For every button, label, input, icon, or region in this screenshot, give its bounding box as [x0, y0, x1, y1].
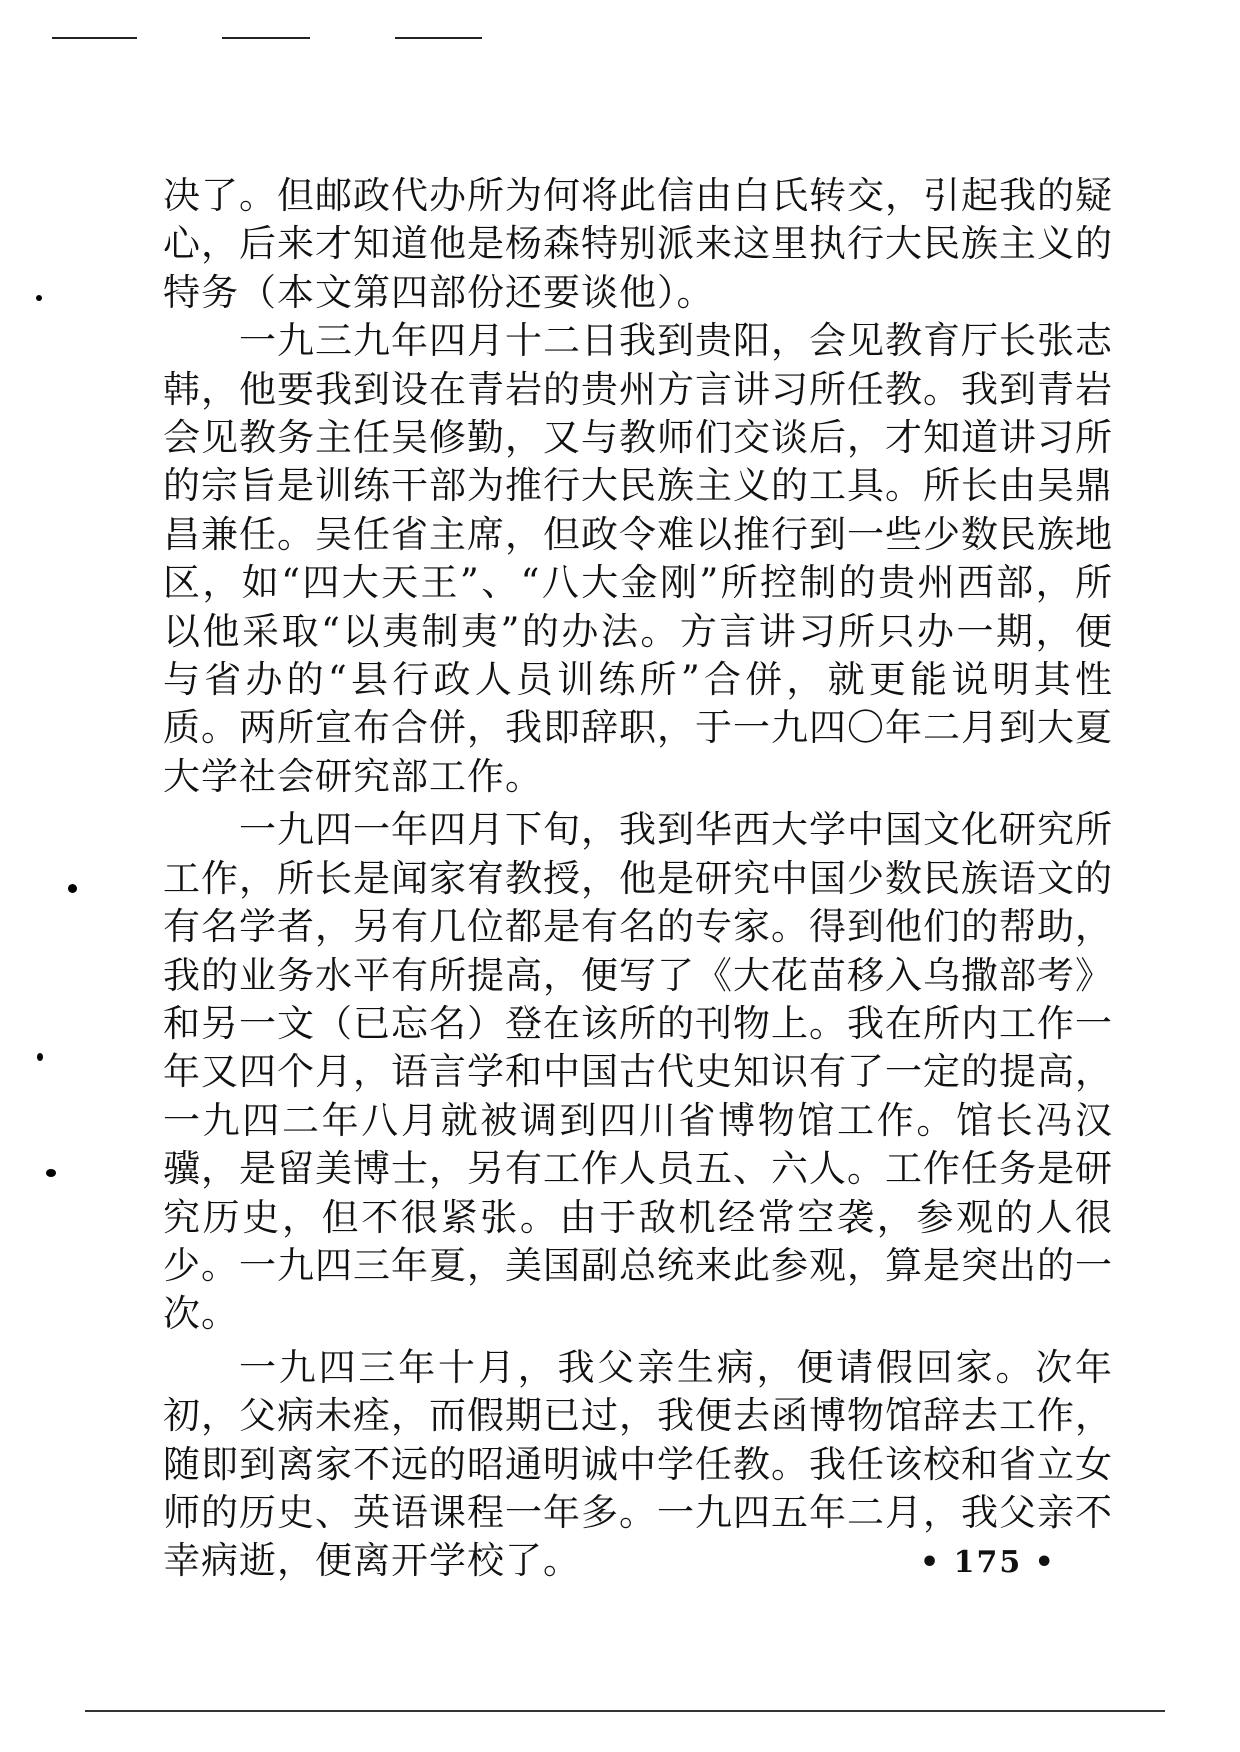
margin-speck [68, 884, 77, 893]
paragraph: 决了。但邮政代办所为何将此信由白氏转交，引起我的疑心，后来才知道他是杨森特别派来这里执行大民族主义的特务（本文第四部份还要谈他）。 [163, 174, 1113, 314]
paragraph: 一九四一年四月下旬，我到华西大学中国文化研究所工作，所长是闻家宥教授，他是研究中国少数民族语文的有名学者，另有几位都是有名的专家。得到他们的帮助，我的业务水平有所提高，便写了《大花苗移入乌撒部考》和另一文（已忘名）登在该所的刊物上。我在所内工作一年又四个月，语言学和中国古代史知识有了一定的提高，一九四二年八月就被调到四川省博物馆工作。馆长冯汉骥，是留美博士，另有工作人员五、六人。工作任务是研究历史，但不很紧张。由于敌机经常空袭，参观的人很少。一九四三年夏，美国副总统来此参观，算是突出的一次。 [163, 808, 1113, 1336]
paragraph: 一九四三年十月，我父亲生病，便请假回家。次年初，父病未痊，而假期已过，我便去函博物馆辞去工作，随即到离家不远的昭通明诚中学任教。我任该校和省立女师的历史、英语课程一年多。一九四五年二月，我父亲不幸病逝，便离开学校了。 [163, 1345, 1113, 1583]
margin-speck [36, 295, 42, 301]
margin-speck [46, 1169, 56, 1177]
page-number: • 175 • [920, 1545, 1056, 1580]
body-text [163, 172, 1113, 1586]
paragraph: 一九三九年四月十二日我到贵阳，会见教育厅长张志韩，他要我到设在青岩的贵州方言讲习所任教。我到青岩会见教务主任吴修勤，又与教师们交谈后，才知道讲习所的宗旨是训练干部为推行大民族主义的工具。所长由吴鼎昌兼任。吴任省主席，但政令难以推行到一些少数民族地区，如“四大天王”、“八大金刚”所控制的贵州西部，所以他采取“以夷制夷”的办法。方言讲习所只办一期，便与省办的“县行政人员训练所”合併，就更能说明其性质。两所宣布合併，我即辞职，于一九四〇年二月到大夏大学社会研究部工作。 [163, 319, 1113, 798]
top-rule-left [52, 37, 137, 39]
top-rule-right [395, 37, 482, 39]
bottom-rule [85, 1710, 1165, 1712]
margin-speck [37, 1053, 43, 1061]
top-rule-middle [222, 37, 310, 39]
